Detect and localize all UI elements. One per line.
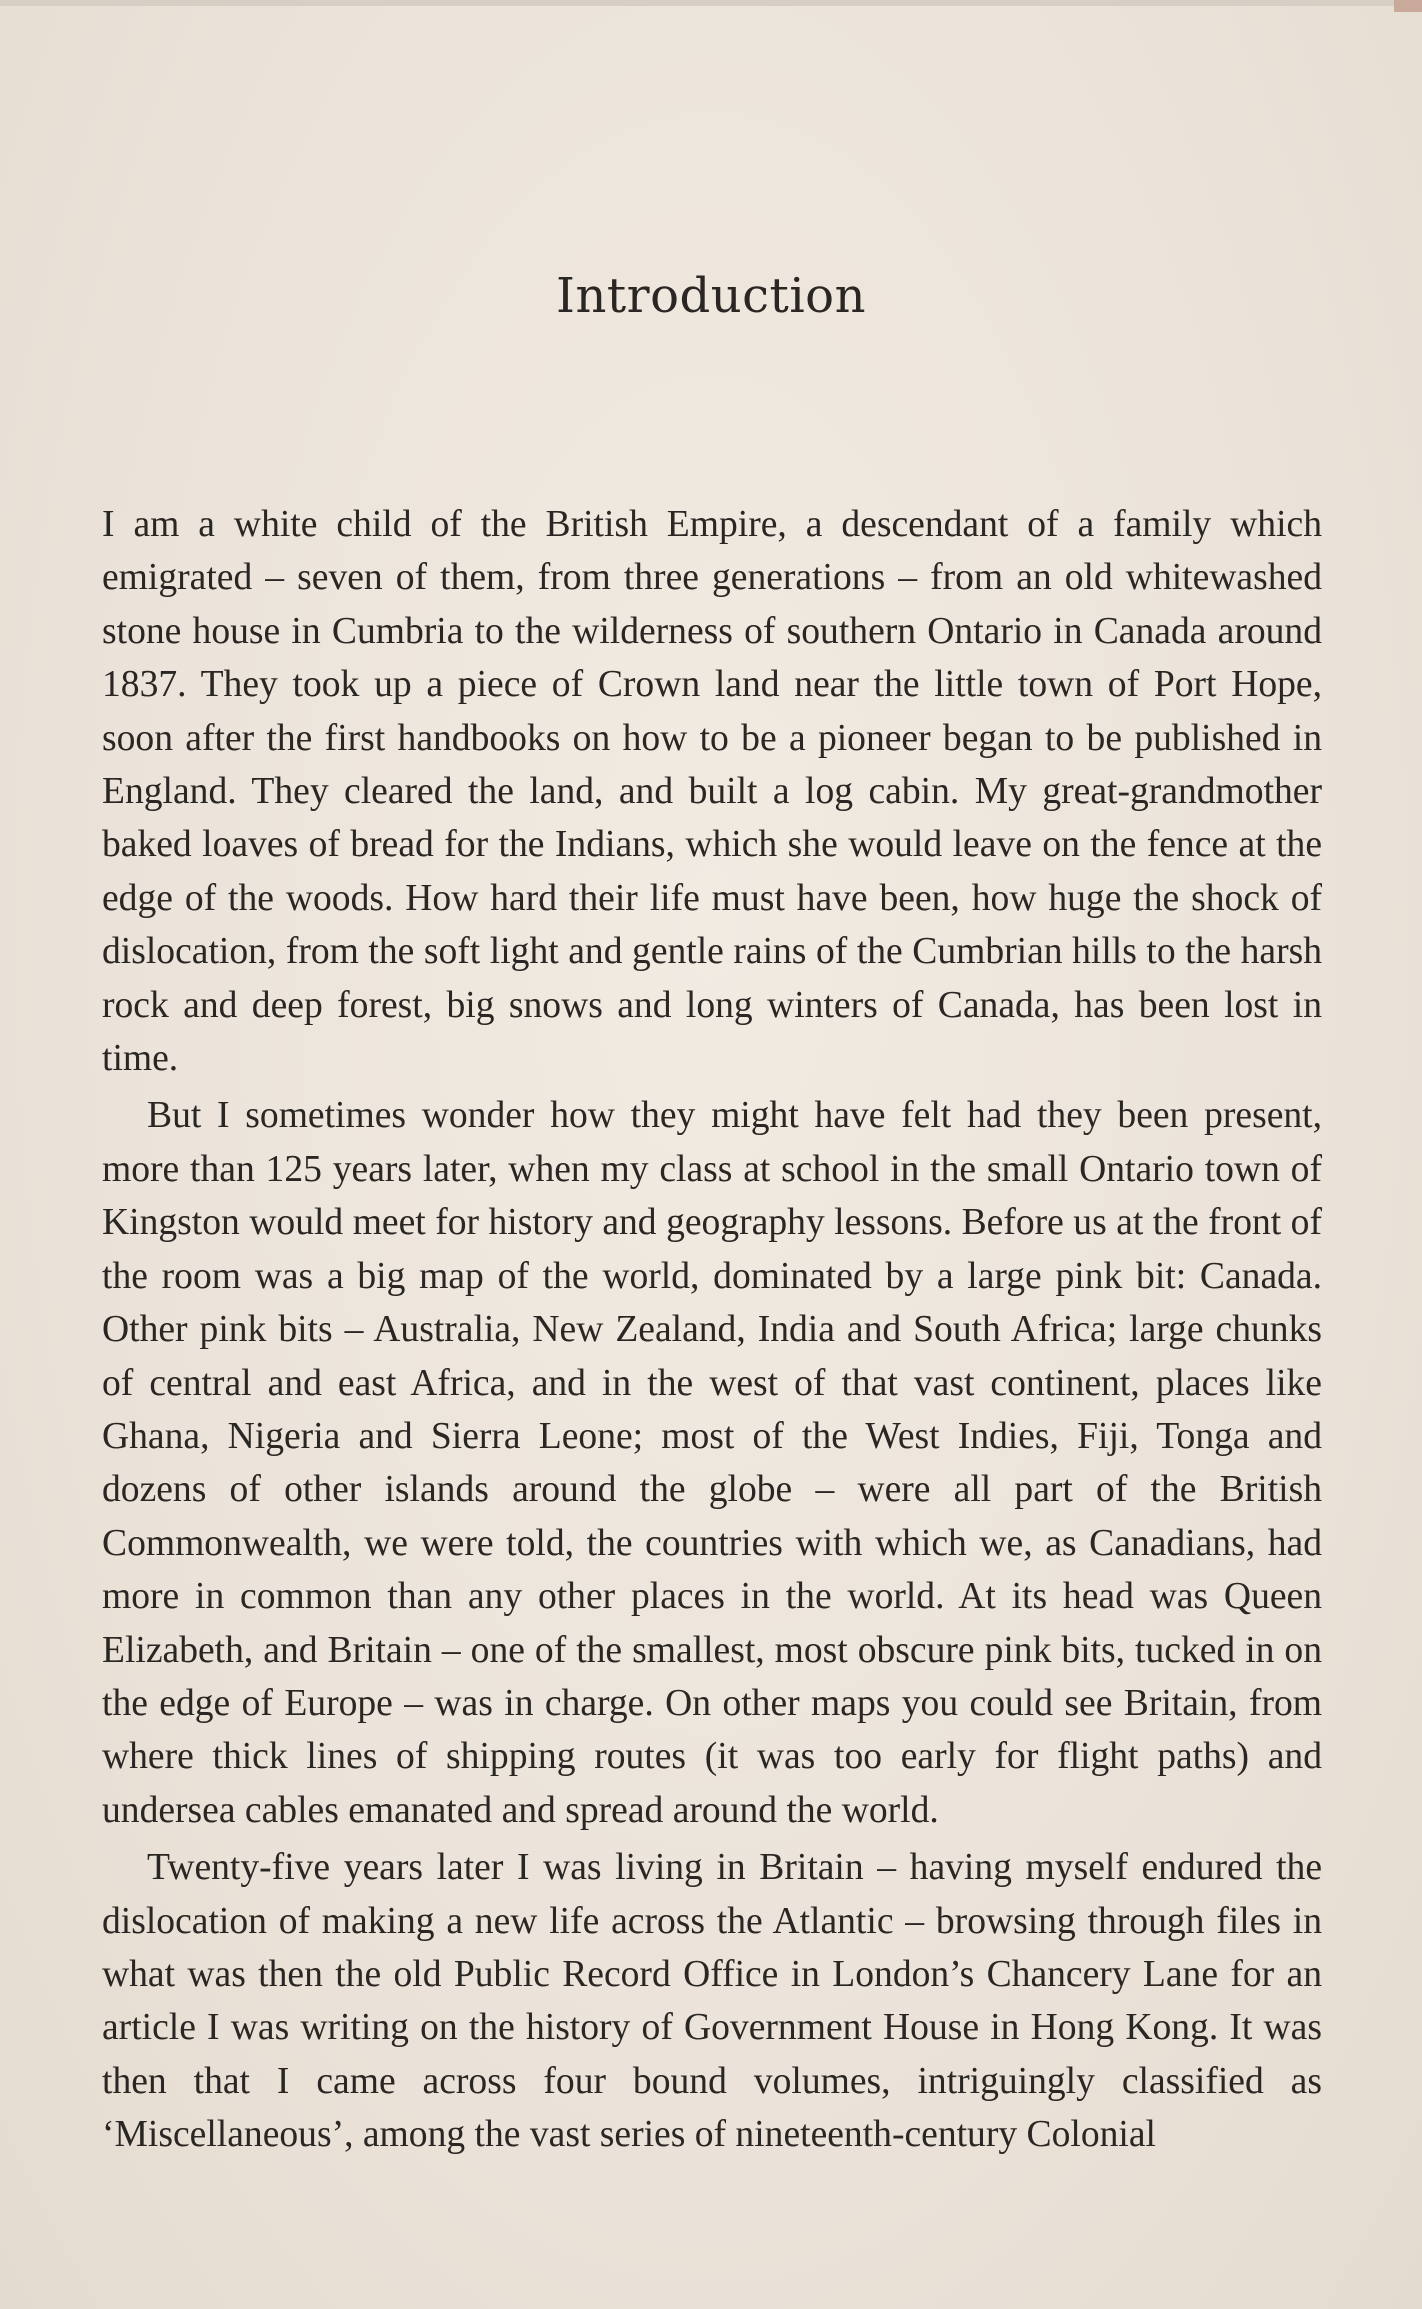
page-top-edge bbox=[0, 0, 1422, 6]
paragraph-1: I am a white child of the British Empire, a descendant of a family which emigrated – seven of them, from three generations – from an old whitewashed stone house in Cumbria to the wilderness of southern Ontario in Canada around 1837. They took up a piece of Crown land near the little town of Port Hope, soon after the first handbooks on how to be a pioneer began to be published in England. They cleared the land, and built a log cabin. My great-grandmother baked loaves of bread for the Indians, which she would leave on the fence at the edge of the woods. How hard their life must have been, how huge the shock of dislocation, from the soft light and gentle rains of the Cumbrian hills to the harsh rock and deep forest, big snows and long winters of Canada, has been lost in time. bbox=[102, 504, 1322, 1080]
paragraph-3: Twenty-five years later I was living in Britain – having myself endured the dislocation of making a new life across the Atlantic – browsing through files in what was then the old Public Record Office in London’s Chancery Lane for an article I was writing on the history of Government House in Hong Kong. It was then that I came across four bound volumes, intriguingly classified as ‘Miscellaneous’, among the vast series of nineteenth-century Colonial bbox=[102, 1847, 1322, 2156]
chapter-title: Introduction bbox=[556, 268, 866, 324]
body-text bbox=[102, 498, 1322, 2162]
paragraph-2: But I sometimes wonder how they might have felt had they been present, more than 125 years later, when my class at school in the small Ontario town of Kingston would meet for history and geography lessons. Before us at the front of the room was a big map of the world, dominated by a large pink bit: Canada. Other pink bits – Australia, New Zealand, India and South Africa; large chunks of central and east Africa, and in the west of that vast continent, places like Ghana, Nigeria and Sierra Leone; most of the West Indies, Fiji, Tonga and dozens of other islands around the globe – were all part of the British Commonwealth, we were told, the countries with which we, as Canadians, had more in common than any other places in the world. At its head was Queen Elizabeth, and Britain – one of the smallest, most obscure pink bits, tucked in on the edge of Europe – was in charge. On other maps you could see Britain, from where thick lines of shipping routes (it was too early for flight paths) and undersea cables emanated and spread around the world. bbox=[102, 1095, 1322, 1831]
page-corner-mark bbox=[1394, 0, 1422, 12]
